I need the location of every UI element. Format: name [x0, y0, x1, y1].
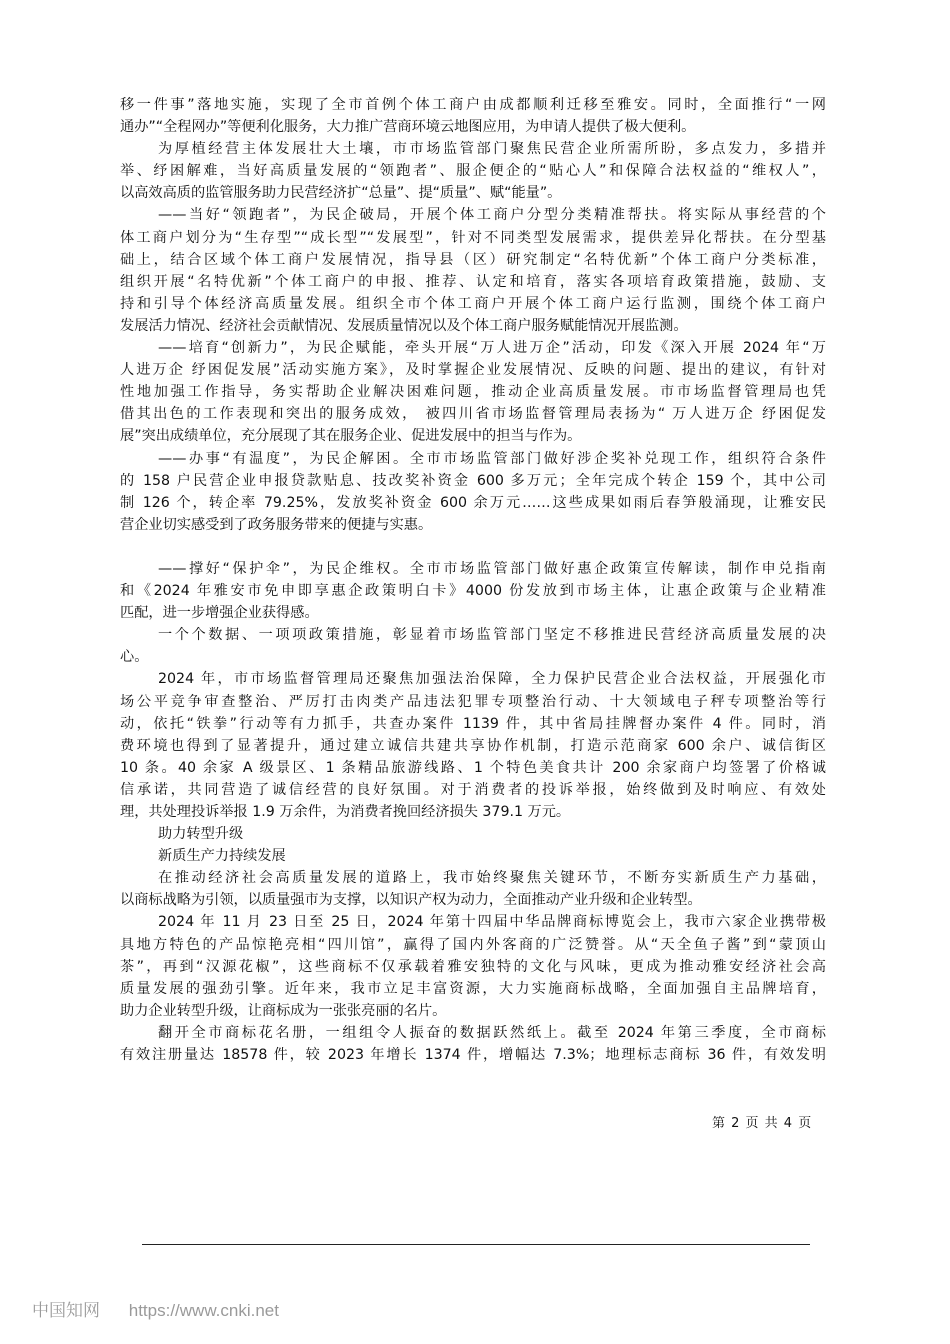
text-line: 制 126 个，转企率 79.25%，发放奖补资金 600 余万元……这些成果如雨后春笋般涌现，让雅安民	[120, 494, 826, 511]
text-line: 发展活力情况、经济社会贡献情况、发展质量情况以及个体工商户服务赋能情况开展监测。	[120, 317, 688, 334]
text-line: 动，依托“铁拳”行动等有力抓手，共查办案件 1139 件，其中省局挂牌督办案件 4 件。同时，消	[120, 715, 826, 732]
text-line: 助力企业转型升级，让商标成为一张张亮丽的名片。	[120, 1002, 447, 1019]
text-line: 体工商户划分为“生存型”“成长型”“发展型”，针对不同类型发展需求，提供差异化帮扶。在分型基	[120, 229, 826, 246]
text-line: ——当好“领跑者”，为民企破局，开展个体工商户分型分类精准帮扶。将实际从事经营的个	[158, 207, 826, 224]
text-line: 10 条。40 余家 A 级景区、1 条精品旅游线路、1 个特色美食共计 200 余家商户均签署了价格诚	[120, 759, 826, 776]
text-line: 通办”“全程网办”等便利化服务，大力推广营商环境云地图应用，为申请人提供了极大便利。	[120, 119, 696, 136]
text-line: 质量发展的强劲引擎。近年来，我市立足丰富资源，大力实施商标战略，全面加强自主品牌培育，	[120, 980, 826, 997]
text-line: 2024 年 11 月 23 日至 25 日，2024 年第十四届中华品牌商标博览会上，我市六家企业携带极	[158, 914, 826, 931]
footer-divider	[142, 1244, 810, 1245]
text-line: ——撑好“保护伞”，为民企维权。全市市场监管部门做好惠企政策宣传解读，制作申兑指南	[158, 560, 826, 577]
text-line: 心。	[120, 649, 149, 666]
text-line: 助力转型升级	[158, 826, 244, 843]
page-number: 第 2 页 共 4 页	[712, 1116, 813, 1131]
text-line: 为厚植经营主体发展壮大土壤，市市场监管部门聚焦民营企业所需所盼，多点发力，多措并	[158, 141, 826, 158]
text-line: 茶”，再到“汉源花椒”，这些商标不仅承载着雅安独特的文化与风味，更成为推动雅安经济社会高	[120, 958, 826, 975]
text-line: ——办事“有温度”，为民企解困。全市市场监管部门做好涉企奖补兑现工作，组织符合条件	[158, 450, 826, 467]
text-line: 移一件事”落地实施，实现了全市首例个体工商户由成都顺利迁移至雅安。同时，全面推行“一网	[120, 97, 826, 113]
text-line: 在推动经济社会高质量发展的道路上，我市始终聚焦关键环节，不断夯实新质生产力基础，	[158, 870, 826, 887]
text-line: 础上，结合区域个体工商户发展情况，指导县（区）研究制定“名特优新”个体工商户分类标准，	[120, 251, 826, 268]
text-line: 展”突出成绩单位，充分展现了其在服务企业、促进发展中的担当与作为。	[120, 428, 582, 445]
text-line: 以商标战略为引领，以质量强市为支撑，以知识产权为动力，全面推动产业升级和企业转型。	[120, 892, 702, 909]
text-line: 信承诺，共同营造了诚信经营的良好氛围。对于消费者的投诉举报，始终做到及时响应、有效处	[120, 781, 826, 798]
text-line: 的 158 户民营企业申报贷款贴息、技改奖补资金 600 多万元；全年完成个转企 159 个，其中公司	[120, 472, 826, 489]
text-line: 匹配，进一步增强企业获得感。	[120, 605, 319, 622]
watermark-url: https://www.cnki.net	[128, 1301, 279, 1320]
text-line: ——培育“创新力”，为民企赋能，牵头开展“万人进万企”活动，印发《深入开展 2024 年“万	[158, 340, 826, 357]
cnki-watermark	[32, 1296, 279, 1321]
text-line: 人进万企 纾困促发展”活动实施方案》，及时掌握企业发展情况、反映的问题、提出的建议，有针对	[120, 362, 826, 379]
article-body	[120, 94, 826, 1066]
text-line: 理，共处理投诉举报 1.9 万余件，为消费者挽回经济损失 379.1 万元。	[120, 804, 571, 820]
text-line: 借其出色的工作表现和突出的服务成效， 被四川省市场监督管理局表扬为“ 万人进万企 纾困促发	[120, 406, 826, 423]
watermark-name: 中国知网	[32, 1301, 100, 1320]
text-line: 营企业切实感受到了政务服务带来的便捷与实惠。	[120, 516, 433, 533]
blank-line	[120, 536, 826, 558]
text-line: 有效注册量达 18578 件，较 2023 年增长 1374 件，增幅达 7.3%；地理标志商标 36 件，有效发明	[120, 1047, 826, 1064]
text-line: 2024 年，市市场监督管理局还聚焦加强法治保障，全力保护民营企业合法权益，开展强化市	[158, 671, 826, 688]
text-line: 新质生产力持续发展	[158, 848, 286, 865]
text-line: 翻开全市商标花名册，一组组令人振奋的数据跃然纸上。截至 2024 年第三季度，全市商标	[158, 1024, 826, 1041]
text-line: 以高效高质的监管服务助力民营经济扩“总量”、提“质量”、赋“能量”。	[120, 185, 562, 202]
text-line: 一个个数据、一项项政策措施，彰显着市场监管部门坚定不移推进民营经济高质量发展的决	[158, 627, 826, 644]
text-line: 费环境也得到了显著提升，通过建立诚信共建共享协作机制，打造示范商家 600 余户、诚信街区	[120, 737, 826, 754]
text-line: 和《2024 年雅安市免申即享惠企政策明白卡》4000 份发放到市场主体，让惠企政策与企业精准	[120, 583, 826, 600]
text-line: 性地加强工作指导，务实帮助企业解决困难问题，推动企业高质量发展。市市场监督管理局也凭	[120, 384, 826, 401]
text-line: 场公平竞争审查整治、严厉打击肉类产品违法犯罪专项整治行动、十大领域电子秤专项整治等行	[120, 693, 826, 710]
text-line: 具地方特色的产品惊艳亮相“四川馆”，赢得了国内外客商的广泛赞誉。从“天全鱼子酱”到“蒙顶山	[120, 936, 826, 953]
text-line: 举、纾困解难，当好高质量发展的“领跑者”、服企便企的“贴心人”和保障合法权益的“维权人”，	[120, 163, 826, 180]
text-line: 持和引导个体经济高质量发展。组织全市个体工商户开展个体工商户运行监测，围绕个体工商户	[120, 295, 826, 312]
text-line: 组织开展“名特优新”个体工商户的申报、推荐、认定和培育，落实各项培育政策措施，鼓励、支	[120, 273, 826, 290]
